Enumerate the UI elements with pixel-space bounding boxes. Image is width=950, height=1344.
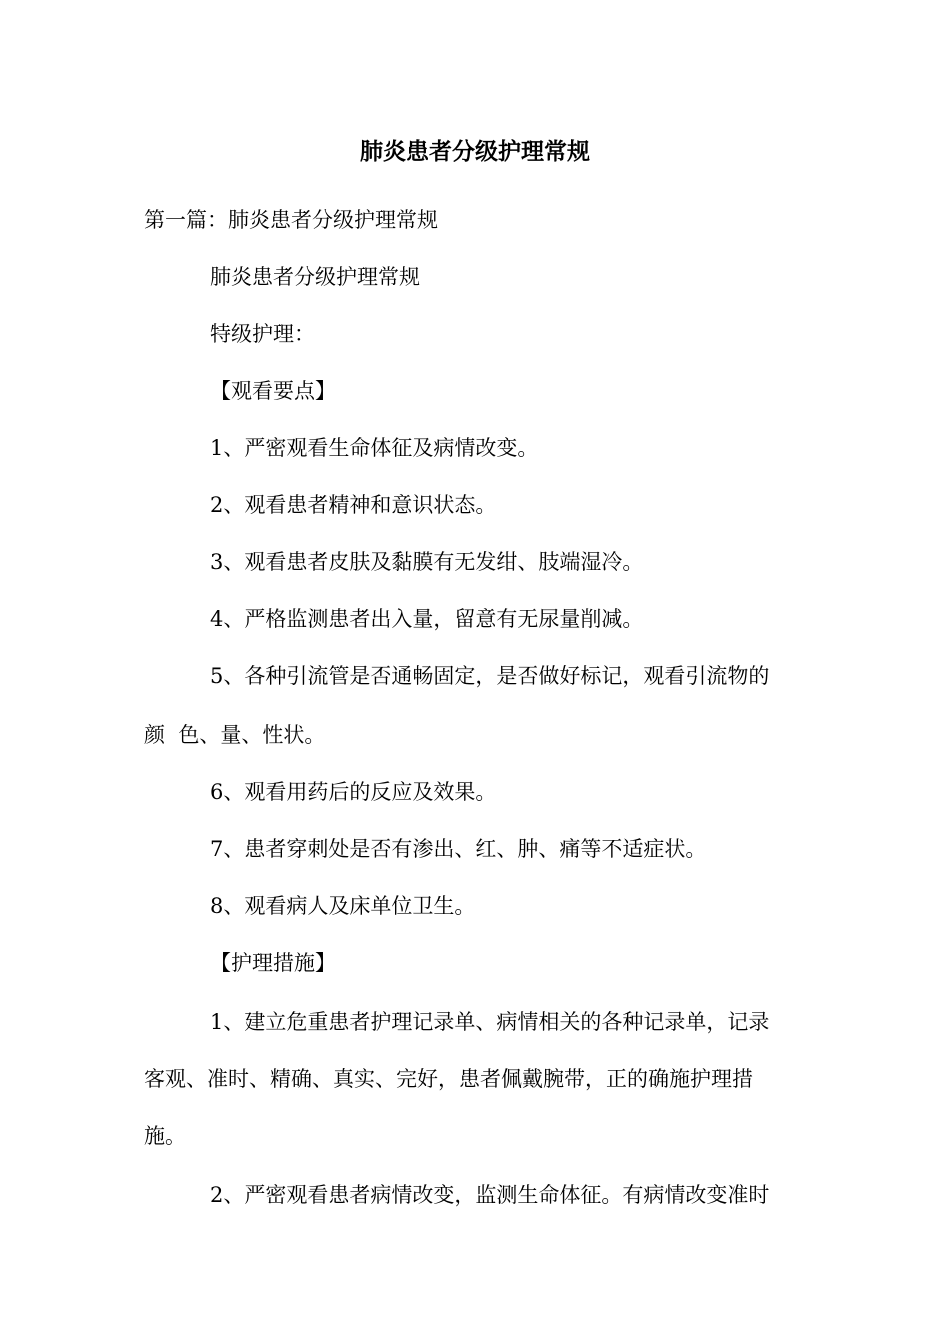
observation-item: 1、严密观看生命体征及病情改变。 (210, 436, 539, 460)
observation-item: 3、观看患者皮肤及黏膜有无发绀、肢端湿冷。 (210, 550, 644, 574)
section-heading: 第一篇：肺炎患者分级护理常规 (144, 208, 438, 232)
measures-line: 施。 (144, 1124, 186, 1148)
observation-item: 4、严格监测患者出入量，留意有无尿量削减。 (210, 607, 644, 631)
observation-item: 8、观看病人及床单位卫生。 (210, 894, 476, 918)
measures-line: 2、严密观看患者病情改变，监测生命体征。有病情改变准时 (210, 1183, 770, 1207)
observation-item: 7、患者穿刺处是否有渗出、红、肿、痛等不适症状。 (210, 837, 707, 861)
observation-item: 2、观看患者精神和意识状态。 (210, 493, 497, 517)
measures-line: 客观、准时、精确、真实、完好，患者佩戴腕带，正的确施护理措 (144, 1067, 753, 1091)
measures-line: 1、建立危重患者护理记录单、病情相关的各种记录单，记录 (210, 1010, 770, 1034)
document-title: 肺炎患者分级护理常规 (360, 139, 590, 165)
subtitle: 肺炎患者分级护理常规 (210, 265, 420, 289)
observation-heading: 【观看要点】 (210, 379, 336, 403)
level-heading: 特级护理： (210, 322, 315, 346)
measures-heading: 【护理措施】 (210, 951, 336, 975)
observation-item: 6、观看用药后的反应及效果。 (210, 780, 497, 804)
observation-item: 5、各种引流管是否通畅固定，是否做好标记，观看引流物的 (210, 664, 770, 688)
observation-item-continued: 颜 色、量、性状。 (144, 723, 326, 747)
